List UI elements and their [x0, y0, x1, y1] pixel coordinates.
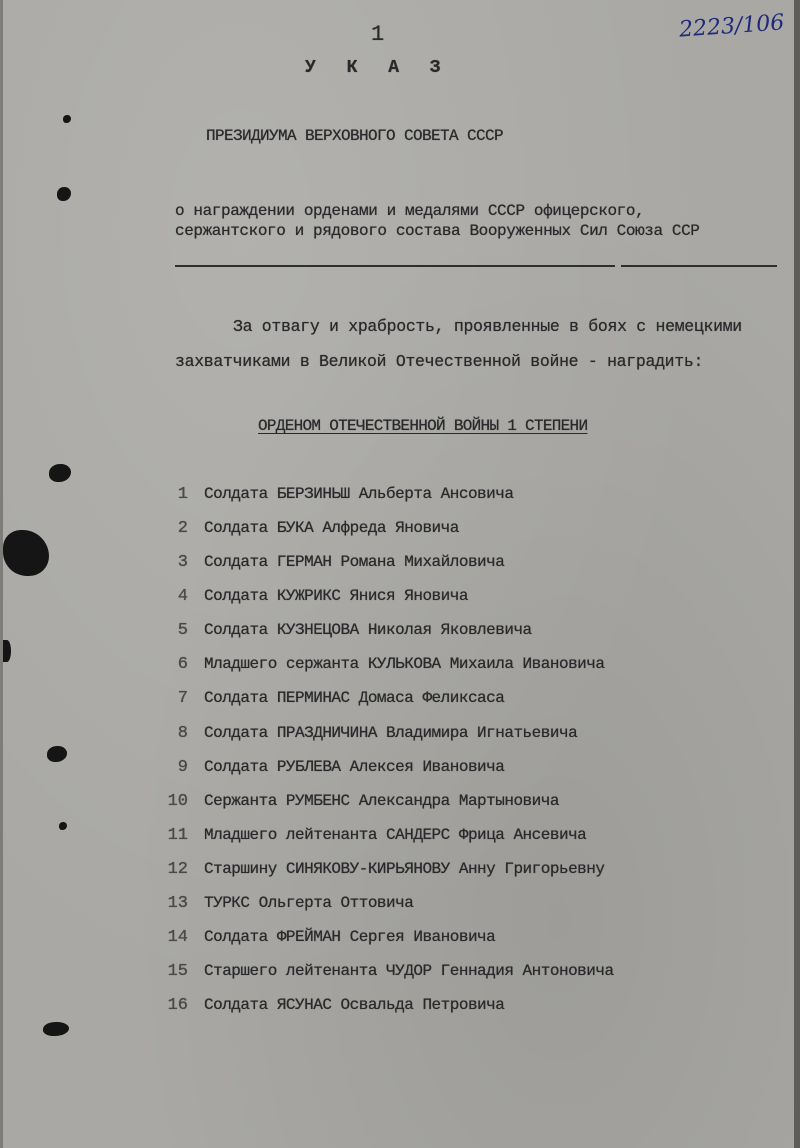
list-item: [153, 587, 468, 609]
list-item: [153, 996, 504, 1018]
awardee-name: ТУРКС Ольгерта Оттовича: [204, 894, 414, 912]
binding-hole: [49, 464, 71, 482]
item-number: 12: [167, 860, 188, 879]
list-item: [153, 962, 614, 984]
item-number: 3: [177, 553, 188, 572]
item-number: 4: [177, 587, 188, 606]
item-number: 5: [177, 621, 188, 640]
awardee-name: Старшего лейтенанта ЧУДОР Геннадия Антоновича: [204, 962, 614, 980]
list-item: [153, 485, 513, 507]
awardee-name: Солдата ФРЕЙМАН Сергея Ивановича: [204, 928, 496, 946]
list-item: [153, 758, 504, 780]
awardee-name: Солдата БУКА Алфреда Яновича: [204, 519, 459, 537]
item-number: 13: [167, 894, 188, 913]
item-number: 6: [177, 655, 188, 674]
binding-hole: [3, 640, 11, 662]
binding-hole: [43, 1022, 69, 1036]
order-heading: ОРДЕНОМ ОТЕЧЕСТВЕННОЙ ВОЙНЫ 1 СТЕПЕНИ: [258, 417, 588, 435]
awardee-name: Солдата ГЕРМАН Романа Михайловича: [204, 553, 505, 571]
awardee-name: Солдата РУБЛЕВА Алексея Ивановича: [204, 758, 505, 776]
awardee-name: Солдата КУЖРИКС Янися Яновича: [204, 587, 468, 605]
item-number: 15: [167, 962, 188, 981]
awardee-name: Старшину СИНЯКОВУ-КИРЬЯНОВУ Анну Григорьевну: [204, 860, 605, 878]
list-item: [153, 621, 532, 643]
item-number: 1: [177, 485, 188, 504]
binding-hole: [47, 746, 67, 762]
preamble-line-1: За отвагу и храбрость, проявленные в боях с немецкими: [233, 317, 742, 336]
item-number: 7: [177, 689, 188, 708]
list-item: [153, 689, 504, 711]
item-number: 2: [177, 519, 188, 538]
scan-edge: [794, 0, 800, 1148]
awardee-name: Солдата КУЗНЕЦОВА Николая Яковлевича: [204, 621, 532, 639]
item-number: 9: [177, 758, 188, 777]
subtitle-line-2: сержантского и рядового состава Вооруженных Сил Союза ССР: [175, 222, 700, 240]
binding-hole: [57, 187, 71, 201]
subtitle-line-1: о награждении орденами и медалями СССР офицерского,: [175, 202, 645, 220]
awardee-name: Солдата ЯСУНАС Освальда Петровича: [204, 996, 505, 1014]
document-issuer: ПРЕЗИДИУМА ВЕРХОВНОГО СОВЕТА СССР: [206, 127, 504, 145]
divider-line: [175, 265, 615, 267]
awardee-name: Младшего лейтенанта САНДЕРС Фрица Ансевича: [204, 826, 587, 844]
list-item: [153, 655, 604, 677]
list-item: [153, 519, 459, 541]
ink-spot: [63, 115, 71, 123]
preamble-line-2: захватчиками в Великой Отечественной войне - наградить:: [175, 352, 704, 371]
item-number: 16: [167, 996, 188, 1015]
awardee-name: Младшего сержанта КУЛЬКОВА Михаила Ивановича: [204, 655, 605, 673]
ink-spot: [59, 822, 67, 830]
list-item: [153, 724, 577, 746]
awardee-name: Сержанта РУМБЕНС Александра Мартыновича: [204, 792, 559, 810]
list-item: [153, 894, 413, 916]
list-item: [153, 792, 559, 814]
awardee-name: Солдата ПРАЗДНИЧИНА Владимира Игнатьевича: [204, 724, 578, 742]
awardee-name: Солдата ПЕРМИНАС Домаса Феликсаса: [204, 689, 505, 707]
list-item: [153, 928, 495, 950]
binding-hole: [3, 530, 49, 576]
list-item: [153, 826, 586, 848]
archive-number: 2223/106: [678, 10, 786, 43]
item-number: 8: [177, 724, 188, 743]
item-number: 10: [167, 792, 188, 811]
list-item: [153, 860, 604, 882]
page-number: 1: [371, 22, 385, 47]
document-title: У К А З: [305, 58, 451, 78]
list-item: [153, 553, 504, 575]
divider-line: [621, 265, 777, 267]
item-number: 14: [167, 928, 188, 947]
item-number: 11: [167, 826, 188, 845]
awardee-name: Солдата БЕРЗИНЬШ Альберта Ансовича: [204, 485, 514, 503]
